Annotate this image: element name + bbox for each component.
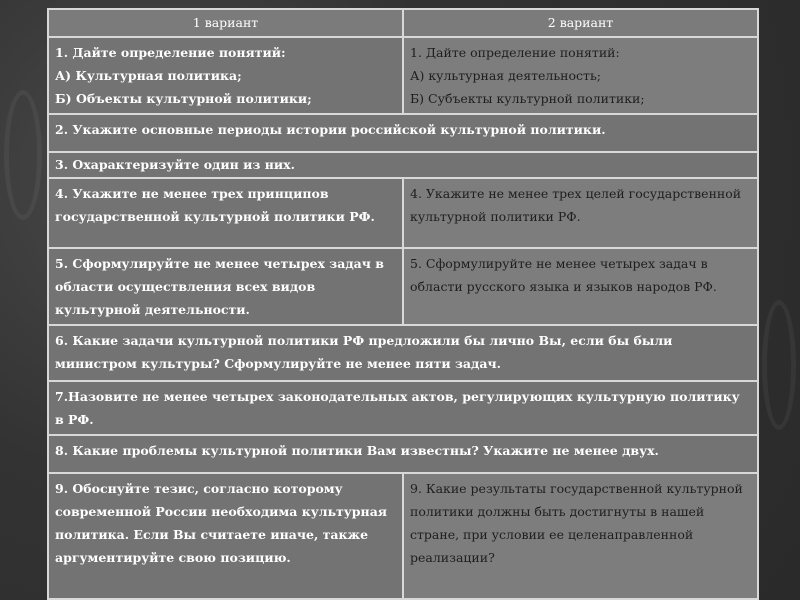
table-row — [48, 248, 758, 325]
cell-full: 6. Какие задачи культурной политики РФ предложили бы лично Вы, если бы были министром культуры? Сформулируйте не менее пяти задач. — [48, 325, 758, 381]
table-row — [48, 37, 758, 114]
cell-line: Б) Субъекты культурной политики; — [410, 91, 645, 106]
cell-left: 9. Обоснуйте тезис, согласно которому современной России необходима культурная политика. Если Вы считаете иначе, также аргументируйте свою позицию. — [48, 473, 403, 599]
cell-right: 9. Какие результаты государственной культурной политики должны быть достигнуты в нашей стране, при условии ее целенаправленной реализации? — [403, 473, 758, 599]
cell-left: 5. Сформулируйте не менее четырех задач в области осуществления всех видов культурной деятельности. — [48, 248, 403, 325]
cell-full: 2. Укажите основные периоды истории российской культурной политики. — [48, 114, 758, 152]
table-row — [48, 152, 758, 178]
cell-full: 3. Охарактеризуйте один из них. — [48, 152, 758, 178]
table-row — [48, 435, 758, 473]
table-row — [48, 178, 758, 248]
table-row — [48, 473, 758, 599]
table-row — [48, 381, 758, 435]
header-row — [48, 9, 758, 37]
cell-right: 4. Укажите не менее трех целей государственной культурной политики РФ. — [403, 178, 758, 248]
cell-line: Б) Объекты культурной политики; — [55, 91, 312, 106]
cell-left: 4. Укажите не менее трех принципов государственной культурной политики РФ. — [48, 178, 403, 248]
cell-right: 5. Сформулируйте не менее четырех задач в области русского языка и языков народов РФ. — [403, 248, 758, 325]
header-variant-2: 2 вариант — [403, 9, 758, 37]
table-row — [48, 114, 758, 152]
background-ornament — [4, 90, 42, 220]
cell-line: А) культурная деятельность; — [410, 68, 601, 83]
cell-line: А) Культурная политика; — [55, 68, 242, 83]
cell-full: 8. Какие проблемы культурной политики Вам известны? Укажите не менее двух. — [48, 435, 758, 473]
cell-full: 7.Назовите не менее четырех законодательных актов, регулирующих культурную политику в РФ. — [48, 381, 758, 435]
header-variant-1: 1 вариант — [48, 9, 403, 37]
cell-line: 1. Дайте определение понятий: — [55, 45, 286, 60]
table-row — [48, 325, 758, 381]
cell-left — [48, 37, 403, 114]
background-ornament — [762, 300, 796, 430]
assignment-table — [47, 8, 759, 600]
cell-right — [403, 37, 758, 114]
cell-line: 1. Дайте определение понятий: — [410, 45, 620, 60]
